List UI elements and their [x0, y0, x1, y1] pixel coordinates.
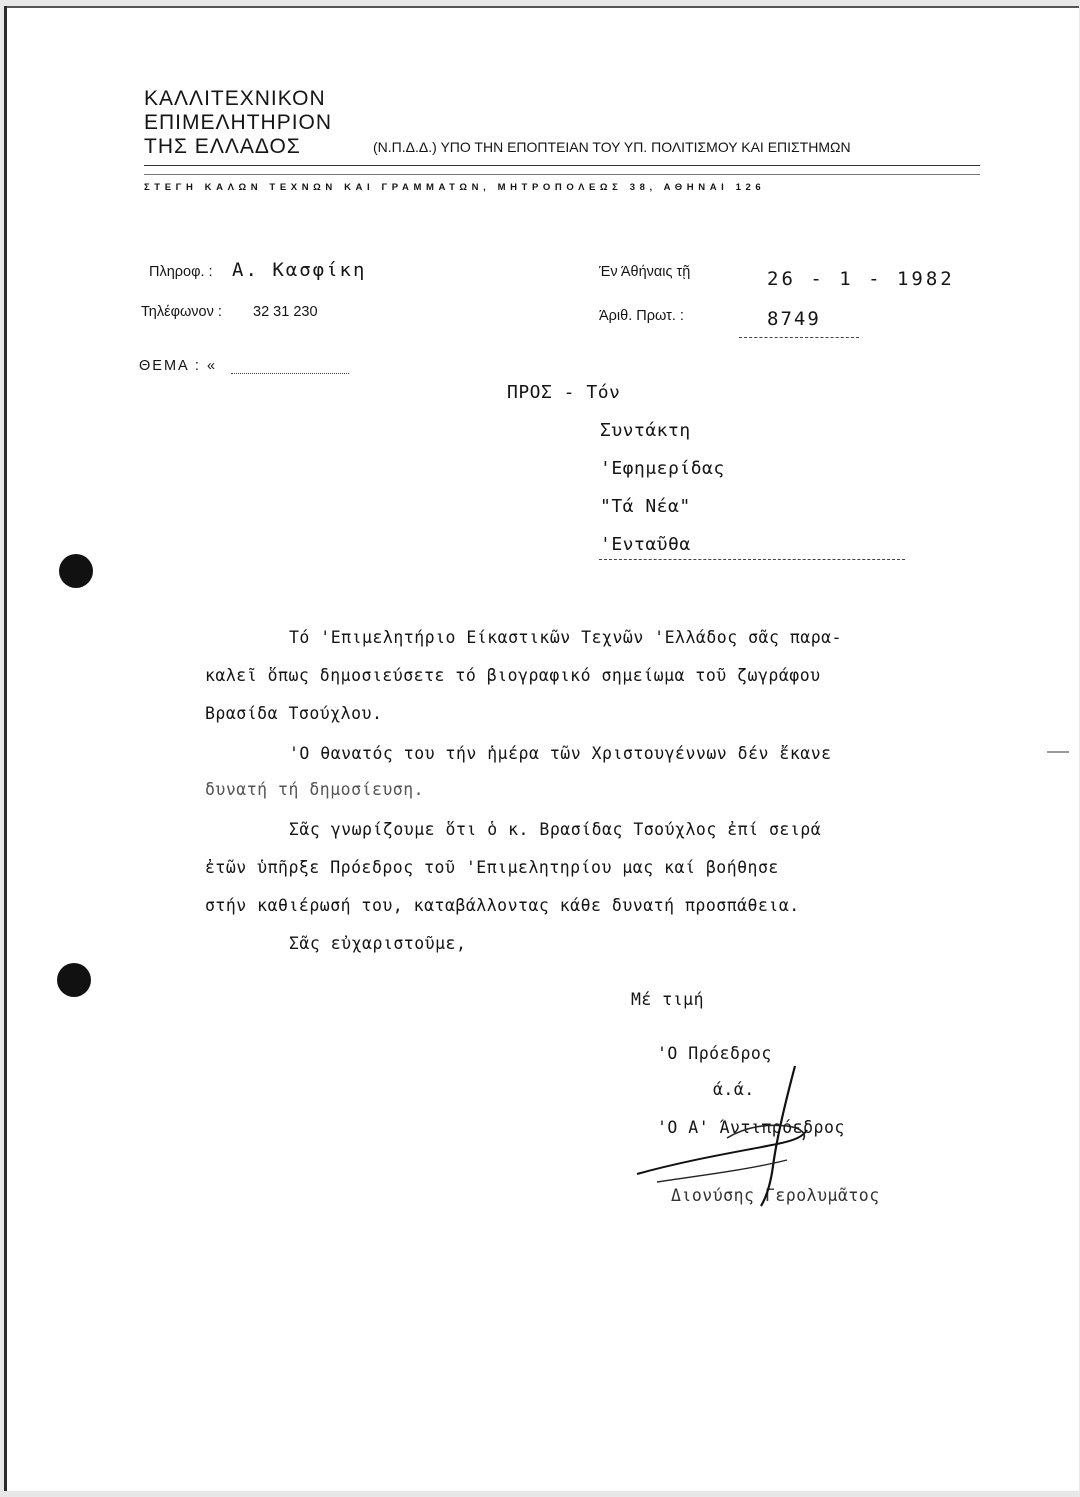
closing-vice-president: 'Ο Α' Άντιπρόεδρος	[657, 1118, 845, 1137]
closing-regards: Μέ τιμή	[631, 990, 705, 1009]
org-name-line2: ΕΠΙΜΕΛΗΤΗΡΙΟΝ	[144, 111, 333, 134]
recipient-line1: Συντάκτη	[600, 420, 691, 441]
paragraph-4-line-1: Σᾶς εὐχαριστοῦμε,	[289, 934, 467, 953]
signatory-name: Διονύσης Γερολυμᾶτος	[671, 1186, 880, 1205]
letter-page	[4, 6, 1079, 1491]
scan-mark-right	[1047, 751, 1069, 753]
date-value: 26 - 1 - 1982	[767, 268, 955, 290]
recipient-underline	[599, 559, 905, 560]
closing-president: 'Ο Πρόεδρος	[657, 1044, 772, 1063]
recipient-line2: 'Εφημερίδας	[600, 458, 725, 479]
subject-label: ΘΕΜΑ : «	[139, 358, 218, 374]
org-name-line3: ΤΗΣ ΕΛΛΑΔΟΣ	[144, 135, 301, 158]
recipient-line4: 'Ενταῦθα	[600, 534, 691, 555]
info-label: Πληροφ. :	[149, 264, 213, 280]
phone-value: 32 31 230	[253, 304, 318, 320]
letterhead-rule-top	[144, 165, 980, 166]
protocol-label: Άριθ. Πρωτ. :	[599, 308, 684, 324]
paragraph-1-line-1: Τό 'Επιμελητήριο Είκαστικῶν Τεχνῶν 'Ελλάδος σᾶς παρα-	[289, 628, 842, 647]
place-label: Έν Άθήναις τῇ	[599, 264, 691, 280]
paragraph-3-line-1: Σᾶς γνωρίζουμε ὅτι ὁ κ. Βρασίδας Τσούχλος ἐπί σειρά	[289, 820, 822, 839]
recipient-to: ΠΡΟΣ - Τόν	[507, 382, 621, 403]
paragraph-2-line-2: δυνατή τή δημοσίευση.	[205, 780, 425, 799]
phone-label: Τηλέφωνον :	[141, 304, 222, 320]
paragraph-2-line-1: 'Ο θανατός του τήν ἡμέρα τῶν Χριστουγέννων δέν ἔκανε	[289, 744, 832, 763]
protocol-underline	[739, 337, 859, 338]
subject-line	[231, 373, 349, 374]
punch-hole-bottom	[57, 963, 91, 997]
supervision-note: (Ν.Π.Δ.Δ.) ΥΠΟ ΤΗΝ ΕΠΟΠΤΕΙΑΝ ΤΟΥ ΥΠ. ΠΟΛΙΤΙΣΜΟΥ ΚΑΙ ΕΠΙΣΤΗΜΩΝ	[373, 139, 851, 155]
paragraph-1-line-2: καλεῖ ὅπως δημοσιεύσετε τό βιογραφικό σημείωμα τοῦ ζωγράφου	[205, 666, 821, 685]
paragraph-3-line-2: ἐτῶν ὑπῆρξε Πρόεδρος τοῦ 'Επιμελητηρίου μας καί βοήθησε	[205, 858, 779, 877]
info-value: Α. Κασφίκη	[232, 259, 367, 281]
paragraph-3-line-3: στήν καθιέρωσή του, καταβάλλοντας κάθε δυνατή προσπάθεια.	[205, 896, 800, 915]
org-name-line1: ΚΑΛΛΙΤΕΧΝΙΚΟΝ	[144, 87, 326, 110]
recipient-line3: "Τά Νέα"	[600, 496, 691, 517]
closing-on-behalf: ά.ά.	[713, 1080, 755, 1099]
address-line: ΣΤΕΓΗ ΚΑΛΩΝ ΤΕΧΝΩΝ ΚΑΙ ΓΡΑΜΜΑΤΩΝ, ΜΗΤΡΟΠΟΛΕΩΣ 38, ΑΘΗΝΑΙ 126	[144, 182, 766, 193]
scan-top-edge	[7, 6, 1079, 8]
handwritten-signature	[627, 1056, 887, 1216]
punch-hole-top	[59, 554, 93, 588]
letterhead-rule-bottom	[144, 174, 980, 175]
paragraph-1-line-3: Βρασίδα Τσούχλου.	[205, 704, 383, 723]
protocol-value: 8749	[767, 308, 821, 330]
